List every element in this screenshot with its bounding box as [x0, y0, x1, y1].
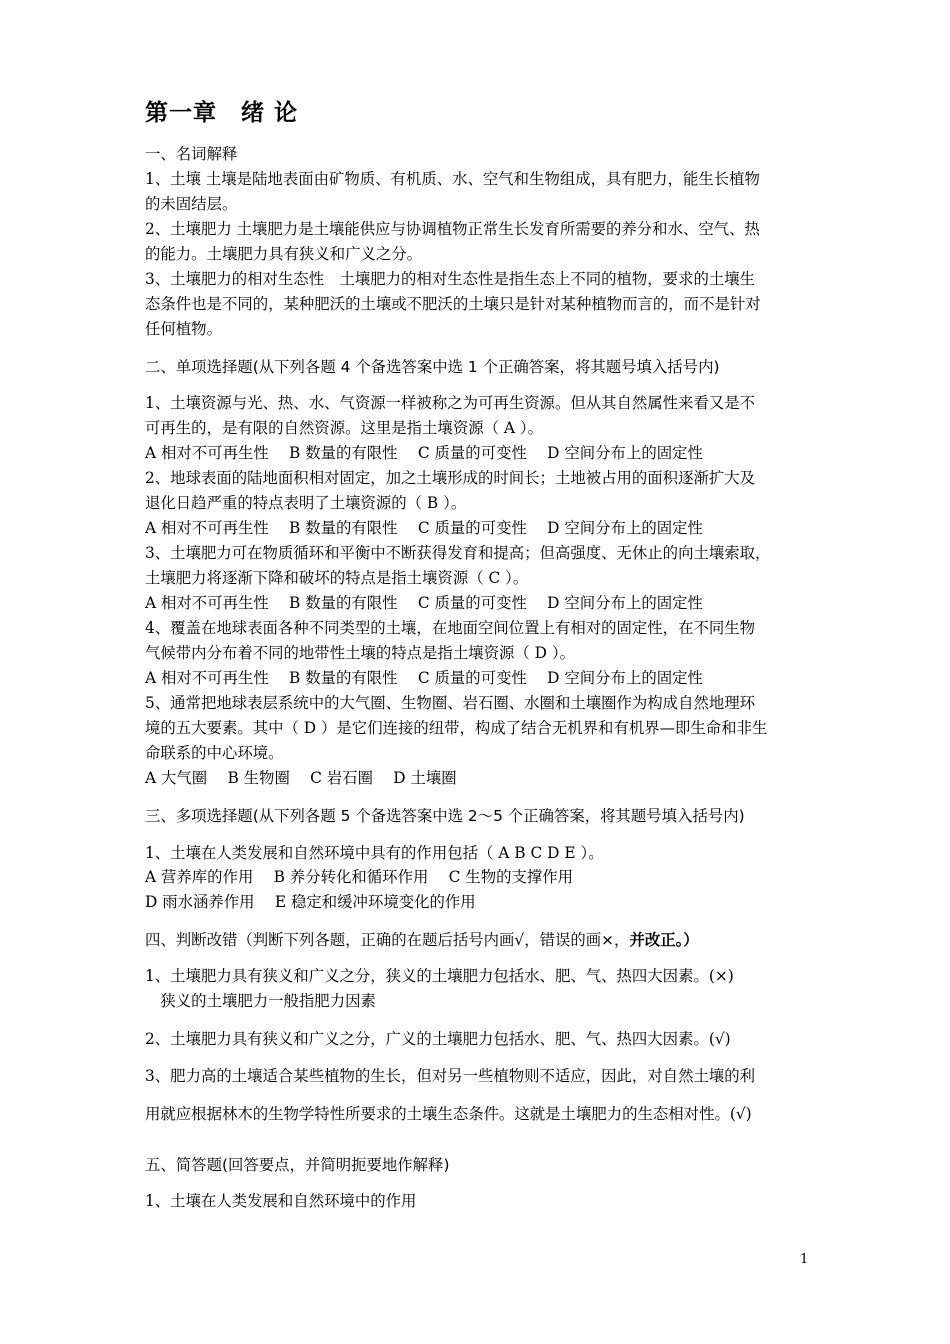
definition-line: 的能力。土壤肥力具有狭义和广义之分。	[145, 245, 423, 263]
question-line: 境的五大要素。其中（ D ）是它们连接的纽带，构成了结合无机界和有机界—即生命和非生	[145, 719, 768, 737]
heading-note: (从下列各题 5 个备选答案中选 2～5 个正确答案，将其题号填入括号内)	[252, 807, 745, 825]
question-line: 1、土壤在人类发展和自然环境中具有的作用包括（ A B C D E ）。	[145, 844, 604, 862]
heading-prefix: 二、单项选择题	[145, 358, 253, 376]
options-line: A 营养库的作用 B 养分转化和循环作用 C 生物的支撑作用	[145, 868, 574, 886]
heading-prefix: 四、判断改错（	[145, 931, 253, 949]
heading-prefix: 三、多项选择题	[145, 807, 253, 825]
section-heading	[145, 357, 719, 377]
definition-line: 的未固结层。	[145, 195, 238, 213]
question-line: 可再生的，是有限的自然资源。这里是指土壤资源（ A ）。	[145, 419, 543, 437]
definition-line: 3、土壤肥力的相对生态性 土壤肥力的相对生态性是指生态上不同的植物，要求的土壤生	[145, 270, 756, 288]
chapter-title: 第一章 绪 论	[145, 100, 299, 126]
statement-line: 用就应根据林木的生物学特性所要求的土壤生态条件。这就是土壤肥力的生态相对性。(√)	[145, 1105, 752, 1123]
section-heading	[145, 930, 699, 950]
definition-line: 2、土壤肥力 土壤肥力是土壤能供应与协调植物正常生长发育所需要的养分和水、空气、热	[145, 220, 760, 238]
options-line: A 大气圈 B 生物圈 C 岩石圈 D 土壤圈	[145, 769, 457, 787]
options-line: A 相对不可再生性 B 数量的有限性 C 质量的可变性 D 空间分布上的固定性	[145, 594, 703, 612]
page-number: 1	[800, 1252, 809, 1267]
question-line: 3、土壤肥力可在物质循环和平衡中不断获得发育和提高；但高强度、无休止的向土壤索取，	[145, 544, 771, 562]
options-line: A 相对不可再生性 B 数量的有限性 C 质量的可变性 D 空间分布上的固定性	[145, 519, 703, 537]
question-line: 5、通常把地球表层系统中的大气圈、生物圈、岩石圈、水圈和土壤圈作为构成自然地理环	[145, 694, 756, 712]
options-line: D 雨水涵养作用 E 稳定和缓冲环境变化的作用	[145, 893, 476, 911]
section-heading	[145, 1155, 449, 1175]
definition-line: 任何植物。	[145, 320, 222, 338]
statement-line: 3、肥力高的土壤适合某些植物的生长，但对另一些植物则不适应，因此，对自然土壤的利	[145, 1067, 756, 1085]
statement-line: 2、土壤肥力具有狭义和广义之分，广义的土壤肥力包括水、肥、气、热四大因素。(√)	[145, 1030, 731, 1048]
heading-note: 判断下列各题，正确的在题后括号内画√，错误的画×，	[252, 931, 630, 949]
question-line: 4、覆盖在地球表面各种不同类型的土壤，在地面空间位置上有相对的固定性，在不同生物	[145, 619, 756, 637]
question-line: 土壤肥力将逐渐下降和破坏的特点是指土壤资源（ C ）。	[145, 569, 529, 587]
definition-line: 1、土壤 土壤是陆地表面由矿物质、有机质、水、空气和生物组成，具有肥力，能生长植物	[145, 170, 760, 188]
options-line: A 相对不可再生性 B 数量的有限性 C 质量的可变性 D 空间分布上的固定性	[145, 669, 703, 687]
heading-prefix: 五、简答题	[145, 1156, 222, 1174]
heading-note: (回答要点，并简明扼要地作解释)	[221, 1156, 450, 1174]
heading-note: (从下列各题 4 个备选答案中选 1 个正确答案，将其题号填入括号内)	[252, 358, 720, 376]
correction-line: 狭义的土壤肥力一般指肥力因素	[145, 992, 376, 1010]
section-heading: 一、名词解释	[145, 145, 238, 163]
question-line: 1、土壤在人类发展和自然环境中的作用	[145, 1192, 417, 1210]
question-line: 命联系的中心环境。	[145, 744, 284, 762]
question-line: 退化日趋严重的特点表明了土壤资源的（ B ）。	[145, 494, 467, 512]
options-line: A 相对不可再生性 B 数量的有限性 C 质量的可变性 D 空间分布上的固定性	[145, 444, 703, 462]
question-line: 2、地球表面的陆地面积相对固定，加之土壤形成的时间长；土地被占用的面积逐渐扩大及	[145, 469, 756, 487]
section-heading	[145, 806, 745, 826]
question-line: 1、土壤资源与光、热、水、气资源一样被称之为可再生资源。但从其自然属性来看又是不	[145, 394, 756, 412]
definition-line: 态条件也是不同的，某种肥沃的土壤或不肥沃的土壤只是针对某种植物而言的，而不是针对	[145, 295, 761, 313]
question-line: 气候带内分布着不同的地带性土壤的特点是指土壤资源（ D ）。	[145, 644, 575, 662]
heading-bold: 并改正。）	[629, 931, 699, 949]
statement-line: 1、土壤肥力具有狭义和广义之分，狭义的土壤肥力包括水、肥、气、热四大因素。(×)	[145, 967, 734, 985]
